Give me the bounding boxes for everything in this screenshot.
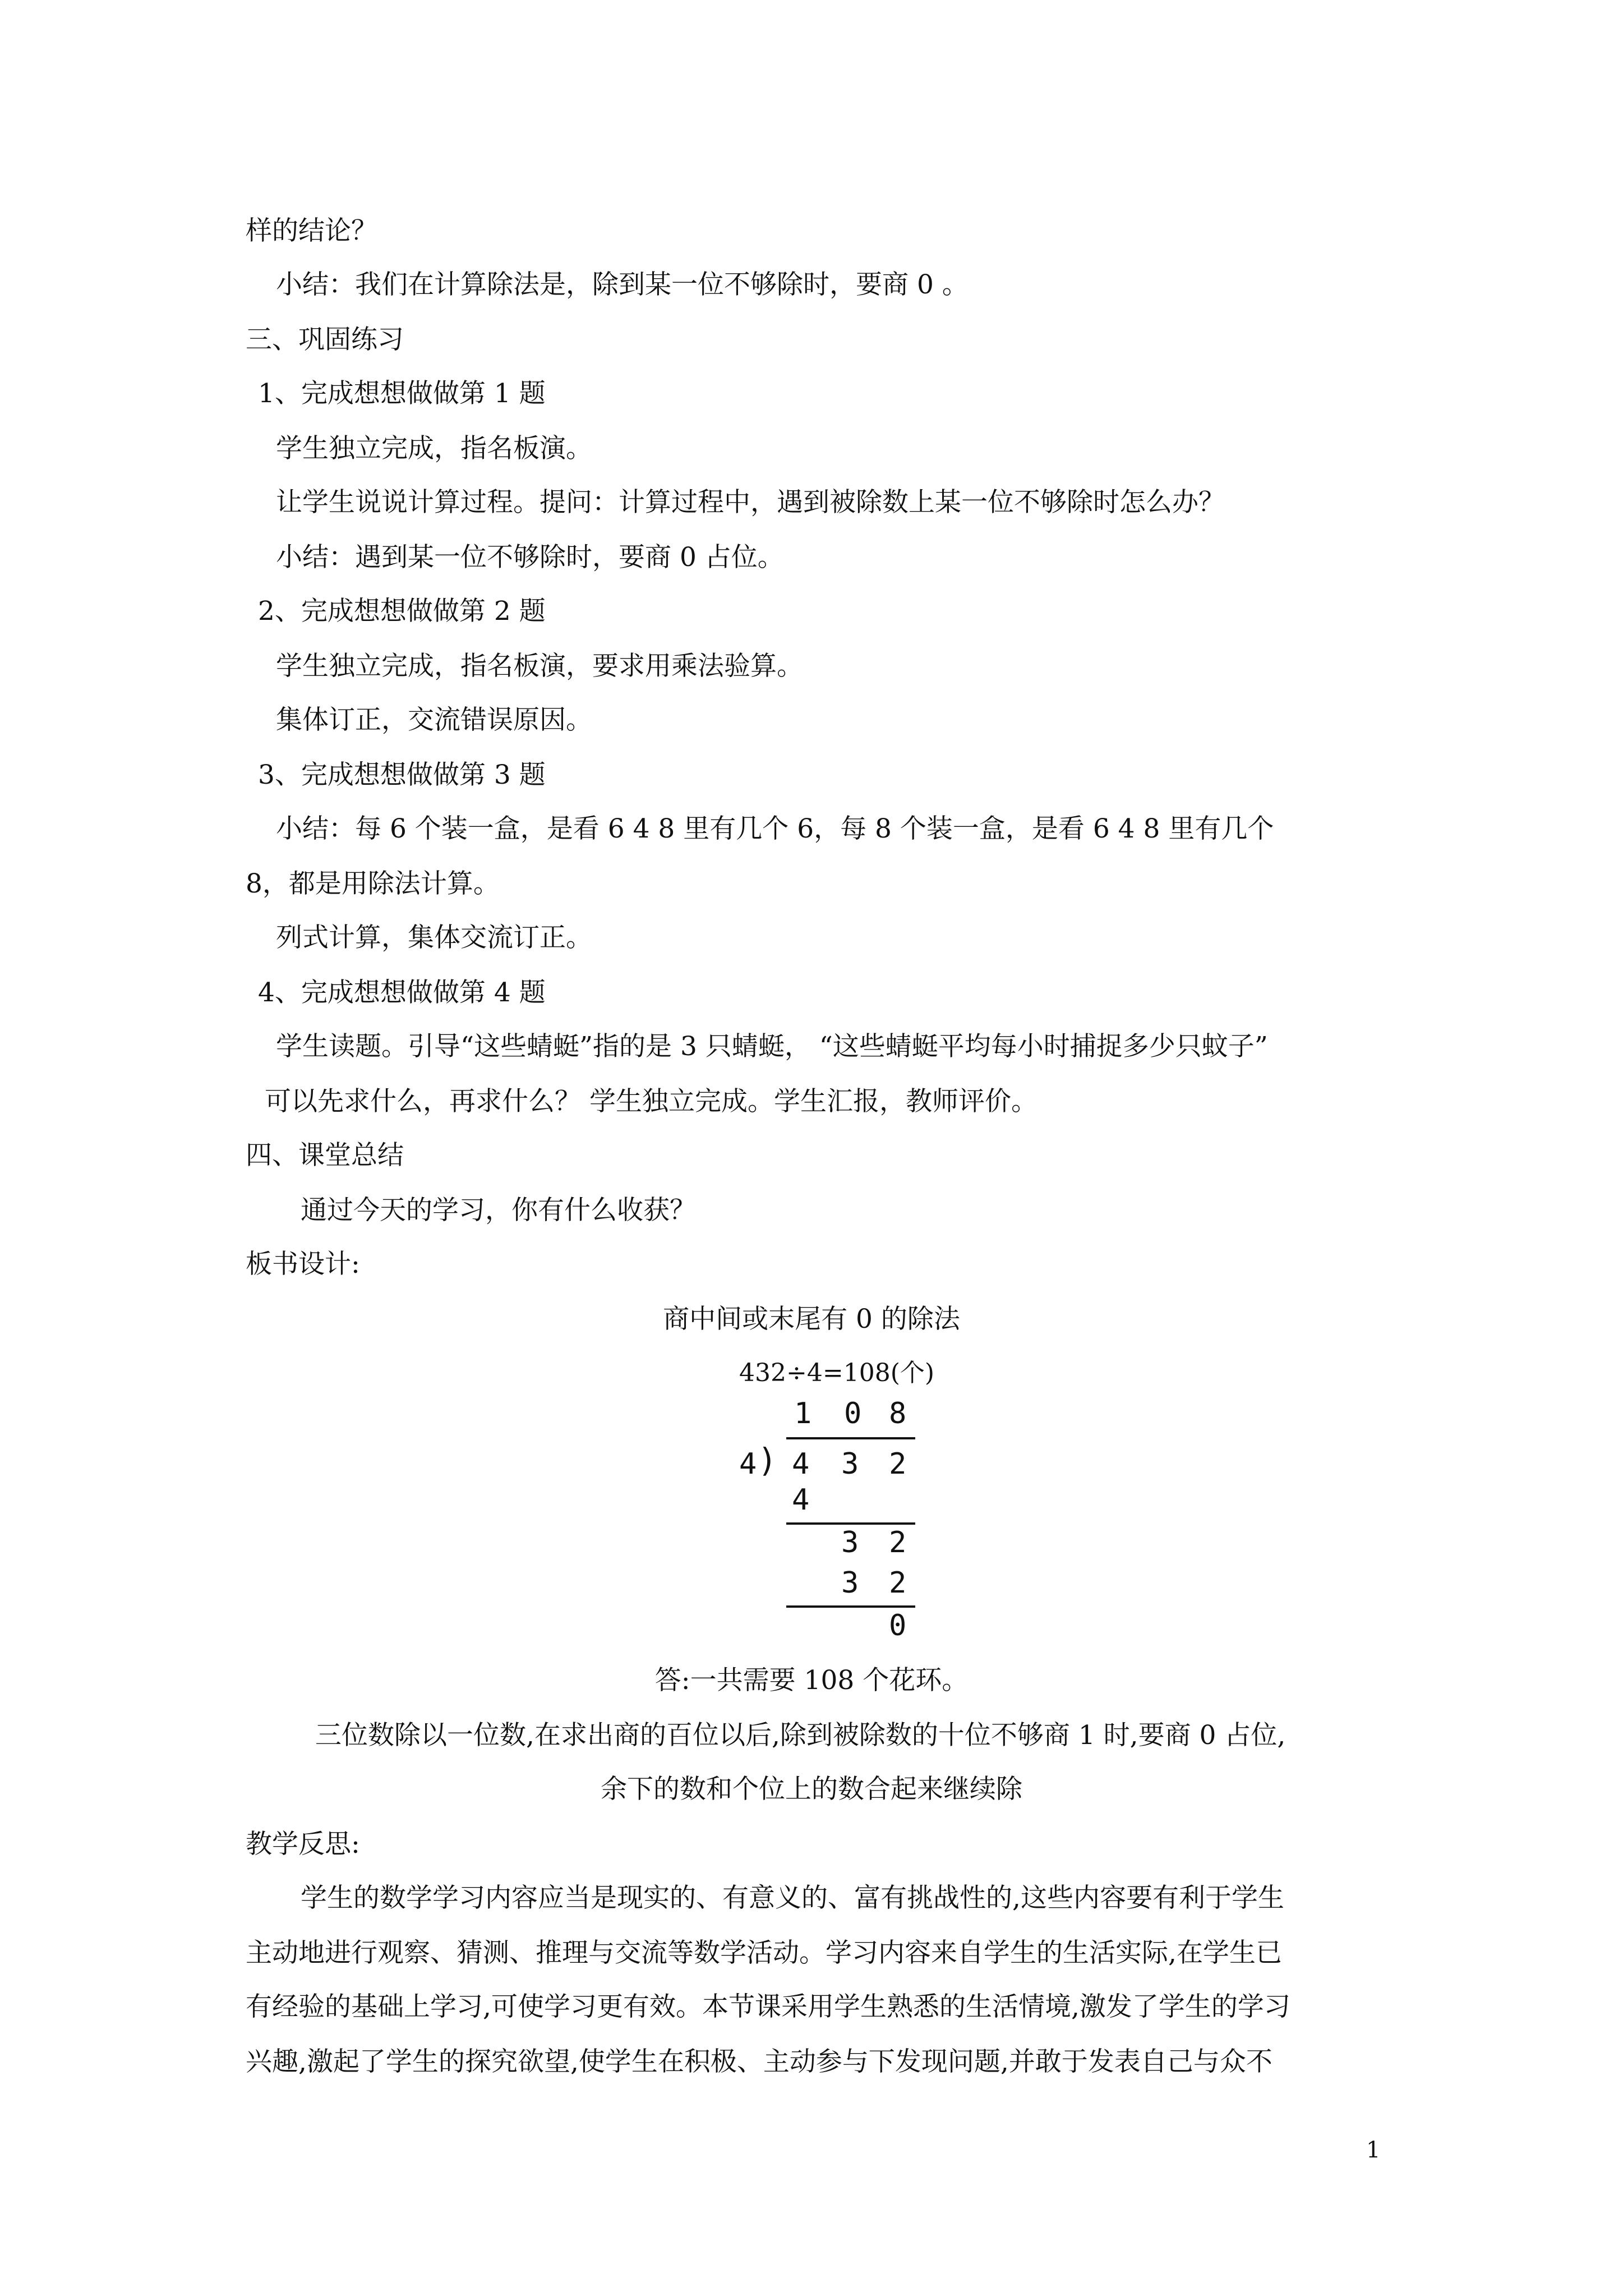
step-rule	[786, 1605, 915, 1608]
dividend-digit: 4	[792, 1447, 810, 1481]
step-digit: 3	[841, 1526, 859, 1559]
text-line: 可以先求什么，再求什么？ 学生独立完成。学生汇报，教师评价。	[265, 1086, 1038, 1117]
text-line: 集体订正，交流错误原因。	[276, 705, 592, 735]
board-title: 商中间或末尾有 0 的除法	[663, 1304, 960, 1335]
text-line: 学生读题。引导“这些蜻蜓”指的是 3 只蜻蜓， “这些蜻蜓平均每小时捕捉多少只蚊子”	[276, 1031, 1268, 1062]
section-heading: 四、课堂总结	[246, 1140, 404, 1171]
board-rule-line: 三位数除以一位数,在求出商的百位以后,除到被除数的十位不够商 1 时,要商 0 占位,	[315, 1720, 1286, 1751]
dividend-digit: 3	[841, 1447, 859, 1481]
dividend-digit: 2	[889, 1447, 907, 1481]
section-heading: 板书设计:	[246, 1249, 360, 1280]
text-line: 4、完成想想做做第 4 题	[258, 977, 546, 1008]
text-line: 学生独立完成，指名板演，要求用乘法验算。	[276, 651, 803, 682]
text-line: 样的结论？	[246, 215, 377, 246]
text-line: 3、完成想想做做第 3 题	[258, 760, 546, 790]
text-line: 列式计算，集体交流订正。	[276, 922, 592, 953]
text-line: 学生独立完成，指名板演。	[276, 433, 592, 464]
quotient-digit: 1	[794, 1397, 812, 1430]
board-answer: 答:一共需要 108 个花环。	[654, 1665, 969, 1696]
step-digit: 2	[889, 1526, 907, 1559]
division-bracket: )	[760, 1441, 773, 1479]
text-line: 小结：每 6 个装一盒，是看 6 4 8 里有几个 6，每 8 个装一盒，是看 6 4 8 里有几个	[276, 813, 1274, 844]
divisor: 4	[739, 1447, 757, 1481]
step-digit: 4	[792, 1483, 810, 1517]
text-line: 学生的数学学习内容应当是现实的、有意义的、富有挑战性的,这些内容要有利于学生	[301, 1883, 1284, 1913]
remainder: 0	[889, 1609, 907, 1642]
text-line: 小结：我们在计算除法是，除到某一位不够除时，要商 0 。	[276, 269, 969, 300]
step-digit: 2	[889, 1566, 907, 1600]
section-heading: 三、巩固练习	[246, 324, 404, 355]
board-equation: 432÷4=108(个)	[739, 1359, 935, 1387]
text-line: 主动地进行观察、猜测、推理与交流等数学活动。学习内容来自学生的生活实际,在学生已	[246, 1938, 1282, 1968]
section-heading: 教学反思:	[246, 1829, 360, 1860]
text-line: 8，都是用除法计算。	[246, 868, 500, 899]
text-line: 兴趣,激起了学生的探究欲望,使学生在积极、主动参与下发现问题,并敢于发表自己与众不	[246, 2046, 1272, 2077]
text-line: 小结：遇到某一位不够除时，要商 0 占位。	[276, 542, 784, 573]
text-line: 通过今天的学习，你有什么收获？	[301, 1195, 696, 1226]
division-bar	[786, 1437, 915, 1439]
quotient-digit: 8	[889, 1397, 907, 1430]
board-rule-line: 余下的数和个位上的数合起来继续除	[601, 1774, 1022, 1805]
text-line: 1、完成想想做做第 1 题	[258, 378, 546, 409]
page-number: 1	[1366, 2137, 1381, 2163]
text-line: 有经验的基础上学习,可使学习更有效。本节课采用学生熟悉的生活情境,激发了学生的学习	[246, 1991, 1290, 2022]
text-line: 2、完成想想做做第 2 题	[258, 596, 546, 627]
step-rule	[786, 1522, 915, 1525]
step-digit: 3	[841, 1566, 859, 1600]
quotient-digit: 0	[844, 1397, 862, 1430]
text-line: 让学生说说计算过程。提问：计算过程中，遇到被除数上某一位不够除时怎么办？	[276, 487, 1225, 518]
